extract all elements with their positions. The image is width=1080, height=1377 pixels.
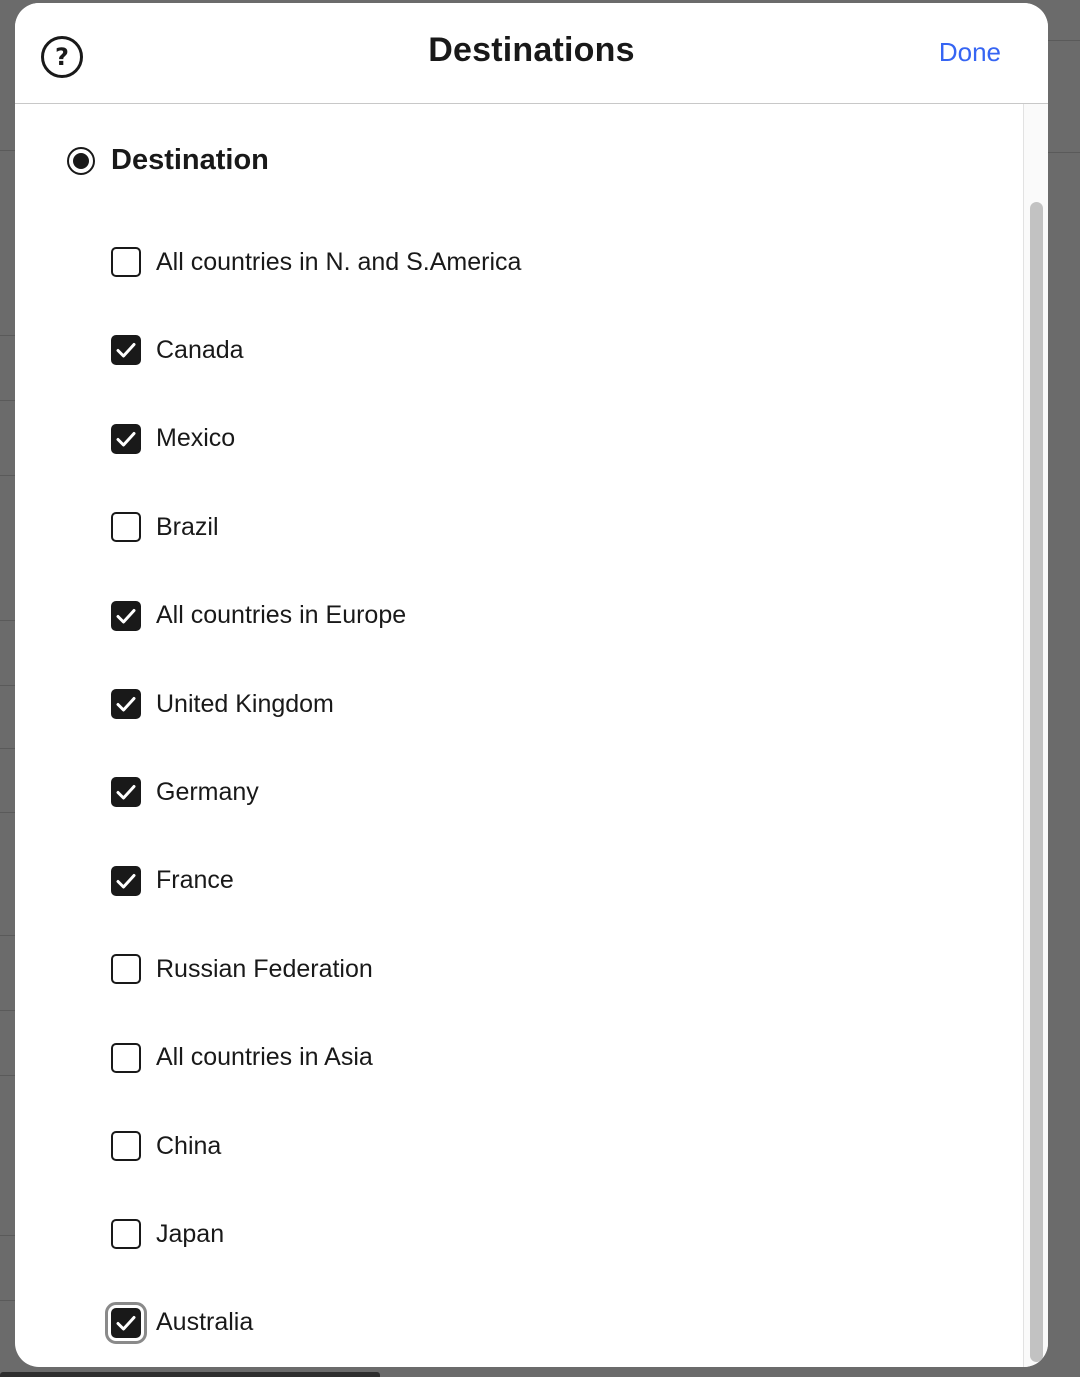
checkbox[interactable] xyxy=(111,689,141,719)
option-label: All countries in N. and S.America xyxy=(156,247,522,276)
destination-option-row[interactable] xyxy=(111,689,334,719)
radio-button[interactable] xyxy=(67,147,95,175)
background-divider xyxy=(0,935,16,936)
checkbox[interactable] xyxy=(111,335,141,365)
radio-selected-dot xyxy=(73,153,89,169)
destination-radio-label: Destination xyxy=(111,144,269,176)
destination-option-row[interactable] xyxy=(111,335,244,365)
background-divider xyxy=(0,1235,16,1236)
destination-option-row[interactable] xyxy=(111,866,234,896)
option-label: Canada xyxy=(156,335,244,364)
destination-option-row[interactable] xyxy=(111,601,406,631)
option-label: Germany xyxy=(156,777,259,806)
checkbox[interactable] xyxy=(111,1131,141,1161)
background-divider xyxy=(0,1010,16,1011)
option-label: All countries in Europe xyxy=(156,601,407,630)
checkmark-icon xyxy=(116,342,136,358)
background-divider xyxy=(0,748,16,749)
scrollbar-track[interactable] xyxy=(1023,104,1048,1367)
background-divider xyxy=(1048,152,1080,153)
option-label: Brazil xyxy=(156,512,219,541)
checkmark-icon xyxy=(116,784,136,800)
destination-option-row[interactable] xyxy=(111,954,373,984)
destination-option-row[interactable] xyxy=(111,777,259,807)
checkbox[interactable] xyxy=(111,512,141,542)
background-divider xyxy=(0,150,16,151)
background-divider xyxy=(0,1075,16,1076)
checkbox[interactable] xyxy=(111,866,141,896)
background-divider xyxy=(0,1300,16,1301)
background-divider xyxy=(0,335,16,336)
background-divider xyxy=(1048,40,1080,41)
checkbox[interactable] xyxy=(111,247,141,277)
option-label: France xyxy=(156,866,234,895)
checkbox[interactable] xyxy=(111,777,141,807)
option-label: Mexico xyxy=(156,424,236,453)
background-divider xyxy=(0,812,16,813)
dialog-title: Destinations xyxy=(428,31,635,69)
checkbox[interactable] xyxy=(111,424,141,454)
checkbox[interactable] xyxy=(111,1219,141,1249)
checkbox[interactable] xyxy=(111,954,141,984)
background-divider xyxy=(0,400,16,401)
dialog-body xyxy=(15,104,1023,1367)
checkmark-icon xyxy=(116,1315,136,1331)
destination-option-row[interactable] xyxy=(111,1308,253,1338)
checkmark-icon xyxy=(116,873,136,889)
help-glyph: ? xyxy=(55,43,69,71)
option-label: Russian Federation xyxy=(156,954,373,983)
option-label: China xyxy=(156,1131,222,1160)
background-divider xyxy=(0,685,16,686)
checkmark-icon xyxy=(116,431,136,447)
dialog-header xyxy=(15,3,1048,104)
destination-option-row[interactable] xyxy=(111,247,521,277)
option-label: Japan xyxy=(156,1219,225,1248)
destination-option-row[interactable] xyxy=(111,512,219,542)
done-button[interactable]: Done xyxy=(938,37,1001,67)
scrollbar-thumb[interactable] xyxy=(1030,202,1043,1362)
destination-option-row[interactable] xyxy=(111,1043,373,1073)
option-label: Australia xyxy=(156,1308,254,1337)
background-bar xyxy=(0,1372,380,1377)
checkmark-icon xyxy=(116,608,136,624)
option-label: All countries in Asia xyxy=(156,1043,373,1072)
destination-option-row[interactable] xyxy=(111,1131,221,1161)
option-label: United Kingdom xyxy=(156,689,334,718)
background-divider xyxy=(0,475,16,476)
destinations-dialog xyxy=(15,3,1048,1367)
destination-radio-option[interactable] xyxy=(67,144,269,177)
checkbox[interactable] xyxy=(111,1308,141,1338)
checkmark-icon xyxy=(116,696,136,712)
destination-option-row[interactable] xyxy=(111,1219,224,1249)
checkbox[interactable] xyxy=(111,1043,141,1073)
destination-option-row[interactable] xyxy=(111,424,235,454)
background-divider xyxy=(0,620,16,621)
checkbox[interactable] xyxy=(111,601,141,631)
